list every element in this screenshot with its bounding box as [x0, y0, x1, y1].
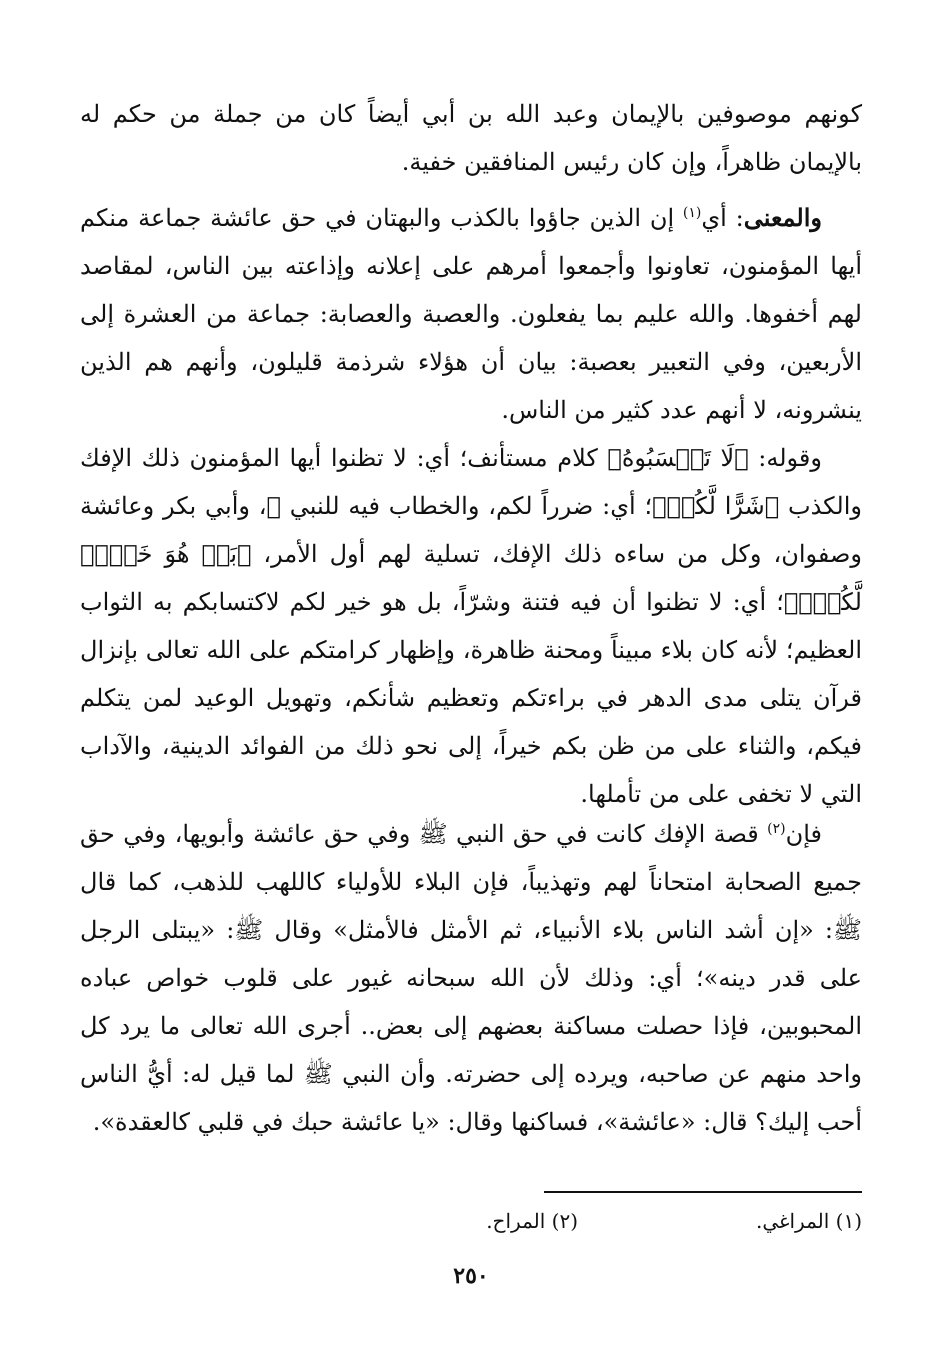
footnote-ref-1: (١) [682, 205, 702, 221]
paragraph-1 [80, 90, 862, 186]
paragraph-2-text: إن الذين جاؤوا بالكذب والبهتان في حق عائشة جماعة منكم أيها المؤمنون، تعاونوا وأجمعوا أمرهم على إعلانه وإذاعته بين الناس، لمقاصد لهم أخفوها. والله عليم بما يفعلون. والعصبة والعصابة: جماعة من العشرة إلى الأربعين، وفي التعبير بعصبة: بيان أن هؤلاء شرذمة قليلون، وأنهم هم الذين ينشرونه، لا أنهم عدد كثير من الناس. [80, 204, 862, 424]
paragraph-3-text: وقوله: ﴿لَا تَحۡسَبُوهُ﴾ كلام مستأنف؛ أي: لا تظنوا أيها المؤمنون ذلك الإفك والكذب ﴿شَرًّا لَّكُمۖ﴾؛ أي: ضرراً لكم، والخطاب فيه للنبي ﷺ، وأبي بكر وعائشة وصفوان، وكل من ساءه ذلك الإفك، تسلية لهم أول الأمر، ﴿بَلۡ هُوَ خَيۡرٞ لَّكُمۡۚ﴾؛ أي: لا تظنوا أن فيه فتنة وشرّاً، بل هو خير لكم لاكتسابكم به الثواب العظيم؛ لأنه كان بلاء مبيناً ومحنة ظاهرة، وإظهار كرامتكم على الله تعالى بإنزال قرآن يتلى مدى الدهر في براءتكم وتعظيم شأنكم، وتهويل الوعيد لمن يتكلم فيكم، والثناء على من ظن بكم خيراً، إلى نحو ذلك من الفوائد الدينية، والآداب التي لا تخفى على من تأملها. [80, 444, 862, 808]
footnote-2: (٢) المراح. [486, 1209, 578, 1233]
footnote-1: (١) المراغي. [755, 1209, 862, 1233]
paragraph-2-lead: والمعنى [743, 203, 822, 232]
footnotes [262, 1203, 862, 1239]
footnote-divider [544, 1191, 862, 1193]
paragraph-4-text: قصة الإفك كانت في حق النبي ﷺ وفي حق عائشة وأبويها، وفي حق جميع الصحابة امتحاناً لهم وتهذيباً، فإن البلاء للأولياء كاللهب للذهب، كما قال ﷺ: «إن أشد الناس بلاء الأنبياء، ثم الأمثل فالأمثل» وقال ﷺ: «يبتلى الرجل على قدر دينه»؛ أي: وذلك لأن الله سبحانه غيور على قلوب خواص عباده المحبوبين، فإذا حصلت مساكنة بعضهم إلى بعض.. أجرى الله تعالى ما يرد كل واحد منهم عن صاحبه، ويرده إلى حضرته. وأن النبي ﷺ لما قيل له: أيُّ الناس أحب إليك؟ قال: «عائشة»، فساكنها وقال: «يا عائشة حبك في قلبي كالعقدة». [80, 820, 862, 1136]
page-number: ٢٥٠ [453, 1263, 489, 1289]
paragraph-4 [80, 810, 862, 1146]
paragraph-2 [80, 194, 862, 434]
footnote-ref-2: (٢) [767, 821, 786, 837]
paragraph-4-prefix: فإن [785, 820, 822, 848]
paragraph-1-text: كونهم موصوفين بالإيمان وعبد الله بن أبي أيضاً كان من جملة من حكم له بالإيمان ظاهراً، وإن كان رئيس المنافقين خفية. [80, 100, 862, 176]
paragraph-3 [80, 434, 862, 818]
paragraph-2-prefix: : أي [701, 204, 744, 232]
